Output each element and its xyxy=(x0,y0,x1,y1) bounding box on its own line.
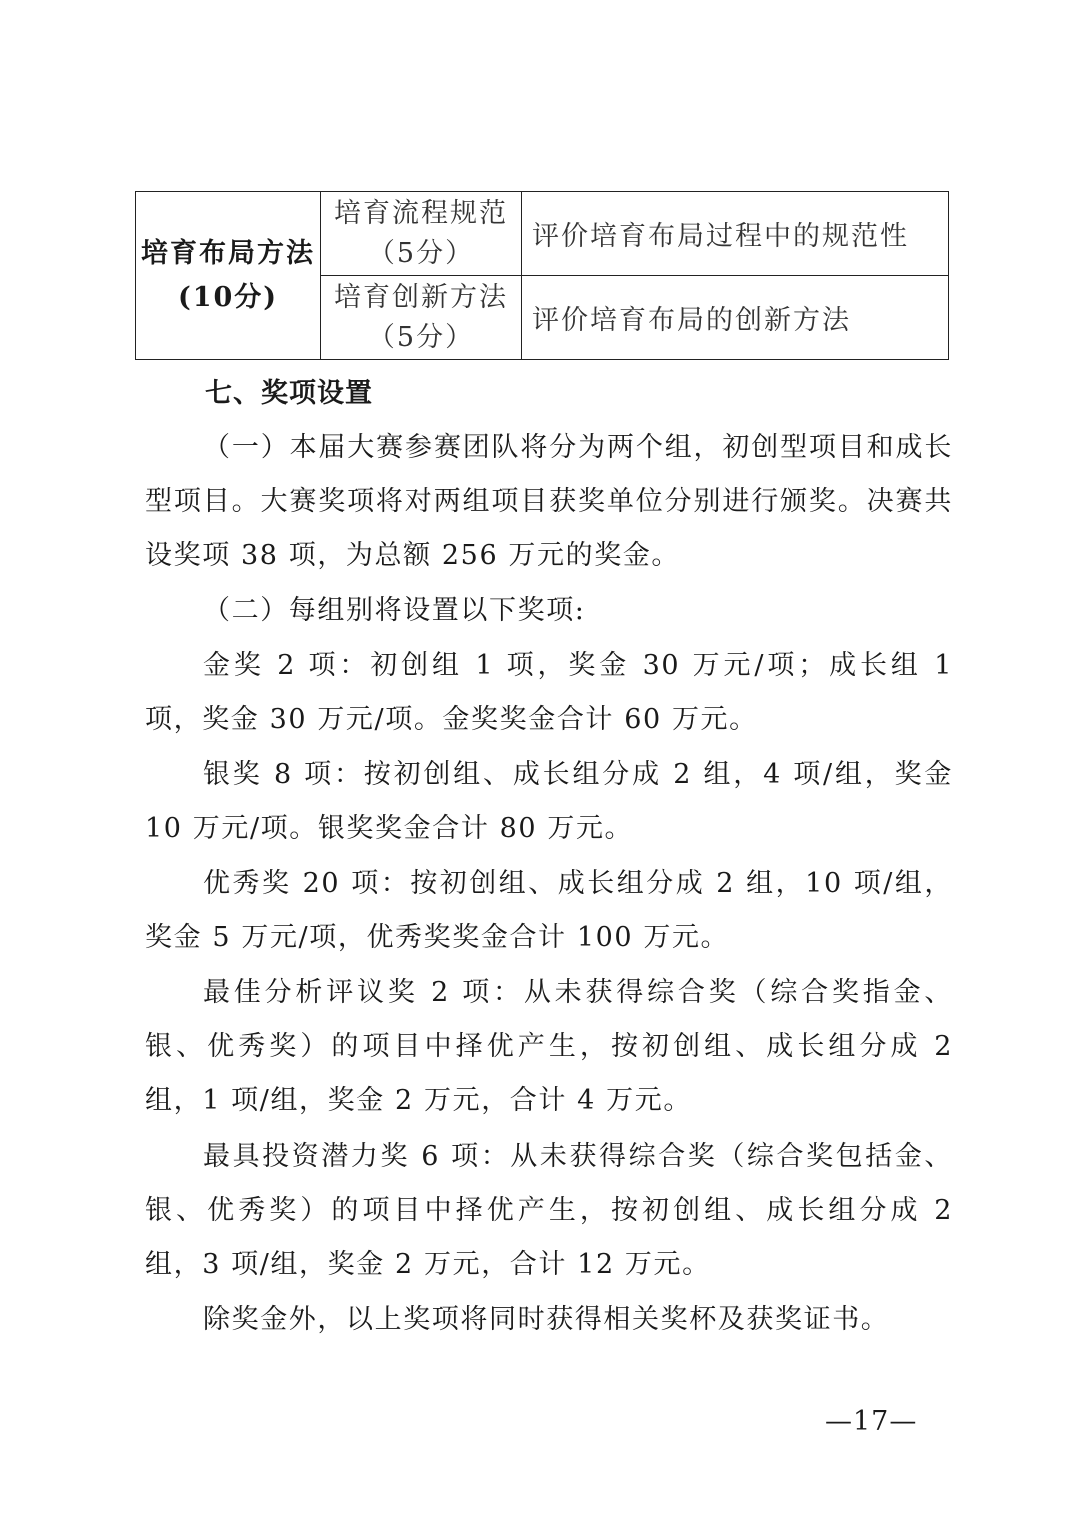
paragraph: （二）每组别将设置以下奖项: xyxy=(203,595,586,626)
table-row xyxy=(136,192,949,276)
paragraph: 银奖 8 项：按初创组、成长组分成 2 组，4 项/组，奖金 10 万元/项。银奖奖金合计 80 万元。 xyxy=(145,759,953,844)
item-cell xyxy=(321,192,522,276)
scoring-table xyxy=(135,191,949,360)
item-name: 培育创新方法 xyxy=(334,281,508,313)
paragraph: 最佳分析评议奖 2 项：从未获得综合奖（综合奖指金、银、优秀奖）的项目中择优产生，按初创组、成长组分成 2 组，1 项/组，奖金 2 万元，合计 4 万元。 xyxy=(145,977,953,1116)
description-cell: 评价培育布局过程中的规范性 xyxy=(522,192,949,276)
category-cell: 培育布局方法(10分) xyxy=(136,192,321,360)
item-score: （5分） xyxy=(367,237,475,269)
page-number: —17— xyxy=(825,1406,918,1437)
paragraph: 除奖金外，以上奖项将同时获得相关奖杯及获奖证书。 xyxy=(203,1304,890,1335)
paragraph: 优秀奖 20 项：按初创组、成长组分成 2 组，10 项/组，奖金 5 万元/项，优秀奖奖金合计 100 万元。 xyxy=(145,868,953,953)
paragraph: （一）本届大赛参赛团队将分为两个组，初创型项目和成长型项目。大赛奖项将对两组项目获奖单位分别进行颁奖。决赛共设奖项 38 项，为总额 256 万元的奖金。 xyxy=(145,432,953,571)
item-score: （5分） xyxy=(367,321,475,353)
item-cell xyxy=(321,276,522,360)
description-cell: 评价培育布局的创新方法 xyxy=(522,276,949,360)
section-heading: 七、奖项设置 xyxy=(205,378,373,409)
item-name: 培育流程规范 xyxy=(334,197,508,229)
paragraph: 金奖 2 项：初创组 1 项，奖金 30 万元/项；成长组 1 项，奖金 30 万元/项。金奖奖金合计 60 万元。 xyxy=(145,650,953,735)
paragraph: 最具投资潜力奖 6 项：从未获得综合奖（综合奖包括金、银、优秀奖）的项目中择优产生，按初创组、成长组分成 2 组，3 项/组，奖金 2 万元，合计 12 万元。 xyxy=(145,1141,953,1280)
